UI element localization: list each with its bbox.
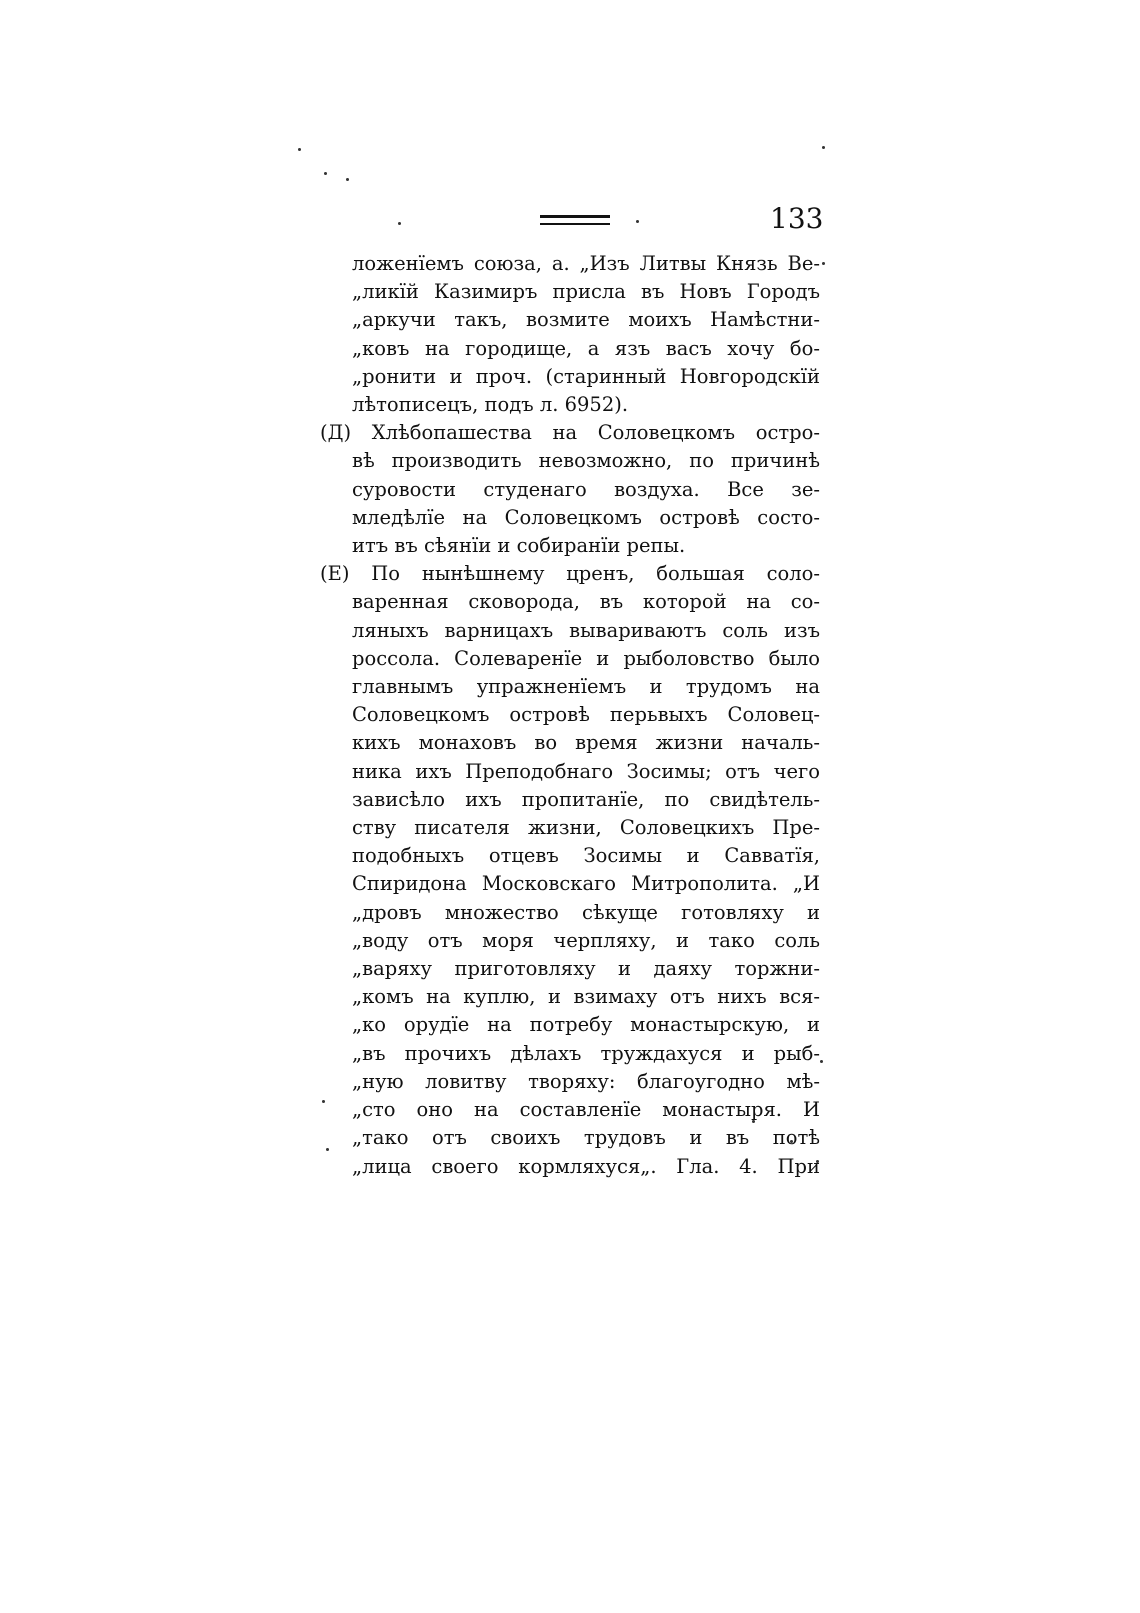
text-line: ству писателя жизни, Соловецкихъ Пре-	[352, 816, 820, 840]
body-text	[320, 250, 820, 1181]
text-line: „сто оно на составленïе монастыря. И	[352, 1098, 820, 1122]
text-line: „лица своего кормляхуся„. Гла. 4. При	[352, 1154, 820, 1178]
page-speck	[822, 262, 825, 265]
text-line: „варяху приготовляху и даяху торжни-	[352, 957, 820, 981]
text-line: „ко орудïе на потребу монастырскую, и	[352, 1013, 820, 1037]
page-speck	[820, 1060, 823, 1063]
text-line: „ронити и проч. (старинный Новгородскïй	[352, 364, 820, 388]
text-line: зависѣло ихъ пропитанïе, по свидѣтель-	[352, 787, 820, 811]
page-number: 133	[770, 202, 824, 235]
text-line: суровости студенаго воздуха. Все зе-	[352, 477, 820, 501]
text-line: ложенïемъ союза, а. „Изъ Литвы Князь Ве-	[352, 252, 820, 275]
text-line: итъ въ сѣянïи и собиранïи репы.	[352, 534, 686, 558]
text-line: „въ прочихъ дѣлахъ труждахуся и рыб-	[352, 1041, 820, 1065]
text-line: россола. Солеваренïе и рыболовство было	[352, 646, 820, 670]
text-line: ляныхъ варницахъ вывариваютъ соль изъ	[352, 618, 820, 642]
text-line: главнымъ упражненïемъ и трудомъ на	[352, 675, 820, 699]
text-line: „дровъ множество сѣкуще готовляху и	[352, 900, 820, 924]
page-speck	[398, 222, 401, 225]
text-line: „ковъ на городище, а язъ васъ хочу бо-	[352, 336, 820, 360]
page-speck	[346, 178, 349, 181]
footnote-e-start: (Е) По нынѣшнему цренъ, большая соло-	[320, 562, 820, 586]
footnote-d-start: (Д) Хлѣбопашества на Соловецкомъ остро-	[320, 421, 820, 445]
text-line: лѣтописецъ, подъ л. 6952).	[352, 393, 629, 417]
text-line: варенная сковорода, въ которой на со-	[352, 590, 820, 614]
text-line: Спиридона Московскаго Митрополита. „И	[352, 872, 820, 896]
text-line: „комъ на куплю, и взимаху отъ нихъ вся-	[352, 985, 820, 1009]
page-speck	[636, 220, 639, 223]
page-speck	[324, 172, 327, 175]
page-speck	[298, 148, 301, 151]
text-line: кихъ монаховъ во время жизни началь-	[352, 731, 820, 755]
text-line: вѣ производить невозможно, по причинѣ	[352, 449, 820, 473]
text-line: ника ихъ Преподобнаго Зосимы; отъ чего	[352, 759, 820, 783]
text-line: „тако отъ своихъ трудовъ и въ потѣ	[352, 1126, 820, 1150]
text-line: „ную ловитву творяху: благоугодно мѣ-	[352, 1069, 820, 1093]
header-ornament-rule	[540, 215, 610, 225]
text-line: „аркучи такъ, возмите моихъ Намѣстни-	[352, 308, 820, 332]
page-speck	[822, 146, 825, 149]
text-line: мледѣлïе на Соловецкомъ островѣ состо-	[352, 505, 820, 529]
text-line: „ликïй Казимиръ присла въ Новъ Городъ	[352, 280, 820, 304]
text-line: Соловецкомъ островѣ перьвыхъ Соловец-	[352, 703, 820, 727]
text-line: „воду отъ моря черпляху, и тако соль	[352, 928, 820, 952]
text-line: подобныхъ отцевъ Зосимы и Савватïя,	[352, 844, 820, 868]
